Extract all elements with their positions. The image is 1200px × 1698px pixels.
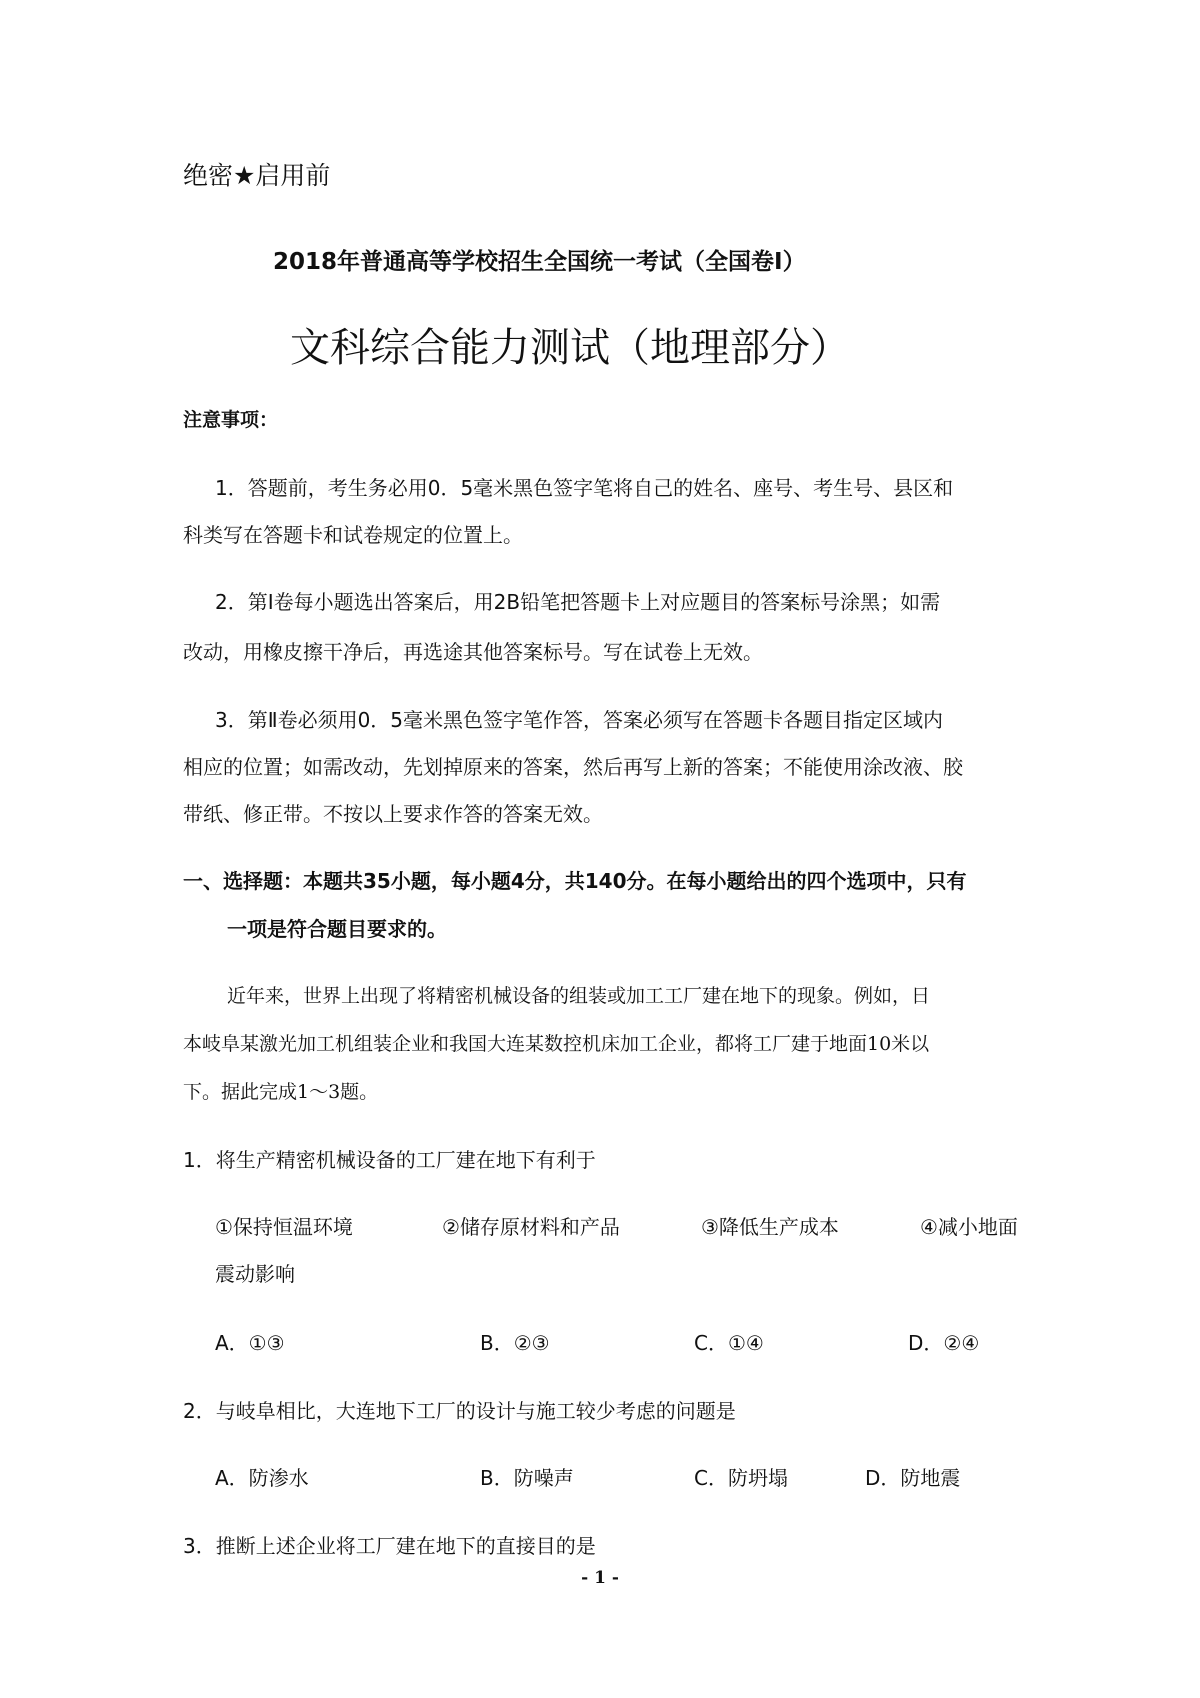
passage-line-3: 下。据此完成1～3题。 [183,1081,379,1103]
question-1-option-c[interactable]: C．①④ [694,1331,764,1355]
notice-item-3-line-3: 带纸、修正带。不按以上要求作答的答案无效。 [183,802,603,826]
notice-item-2-line-1: 2．第Ⅰ卷每小题选出答案后，用2B铅笔把答题卡上对应题目的答案标号涂黑；如需 [215,590,941,614]
question-1-statement-4: ④减小地面 [920,1215,1018,1239]
question-2-option-c[interactable]: C．防坍塌 [694,1466,788,1490]
question-1-statement-4-cont: 震动影响 [215,1262,295,1286]
question-2-option-b[interactable]: B．防噪声 [480,1466,574,1490]
question-1-option-b[interactable]: B．②③ [480,1331,550,1355]
page-number: - 1 - [581,1568,619,1588]
question-2-option-a[interactable]: A．防渗水 [215,1466,309,1490]
notice-item-1-line-1: 1．答题前，考生务必用0．5毫米黑色签字笔将自己的姓名、座号、考生号、县区和 [215,476,954,500]
question-1-option-d[interactable]: D．②④ [908,1331,980,1355]
question-1-statement-2: ②储存原材料和产品 [442,1215,620,1239]
subject-title: 文科综合能力测试（地理部分） [290,325,850,371]
section-heading-line-2: 一项是符合题目要求的。 [227,917,447,941]
exam-title: 2018年普通高等学校招生全国统一考试（全国卷Ⅰ） [273,249,806,275]
notice-item-3-line-2: 相应的位置；如需改动，先划掉原来的答案，然后再写上新的答案；不能使用涂改液、胶 [183,755,963,779]
question-1-statement-3: ③降低生产成本 [701,1215,839,1239]
question-2-stem: 2．与岐阜相比，大连地下工厂的设计与施工较少考虑的问题是 [183,1399,736,1423]
section-heading-line-1: 一、选择题：本题共35小题，每小题4分，共140分。在每小题给出的四个选项中，只有 [183,869,967,893]
notice-heading: 注意事项： [183,409,279,431]
passage-line-1: 近年来，世界上出现了将精密机械设备的组装或加工工厂建在地下的现象。例如，日 [227,985,931,1007]
question-2-option-d[interactable]: D．防地震 [865,1466,961,1490]
question-1-option-a[interactable]: A．①③ [215,1331,285,1355]
notice-item-2-line-2: 改动，用橡皮擦干净后，再选途其他答案标号。写在试卷上无效。 [183,640,763,664]
question-1-statement-1: ①保持恒温环境 [215,1215,353,1239]
classification-label: 绝密★启用前 [183,161,331,190]
question-3-stem: 3．推断上述企业将工厂建在地下的直接目的是 [183,1534,596,1558]
passage-line-2: 本岐阜某激光加工机组装企业和我国大连某数控机床加工企业，都将工厂建于地面10米以 [183,1033,930,1055]
notice-item-1-line-2: 科类写在答题卡和试卷规定的位置上。 [183,523,523,547]
question-1-stem: 1．将生产精密机械设备的工厂建在地下有利于 [183,1148,596,1172]
notice-item-3-line-1: 3．第Ⅱ卷必须用0．5毫米黑色签字笔作答，答案必须写在答题卡各题目指定区域内 [215,708,944,732]
